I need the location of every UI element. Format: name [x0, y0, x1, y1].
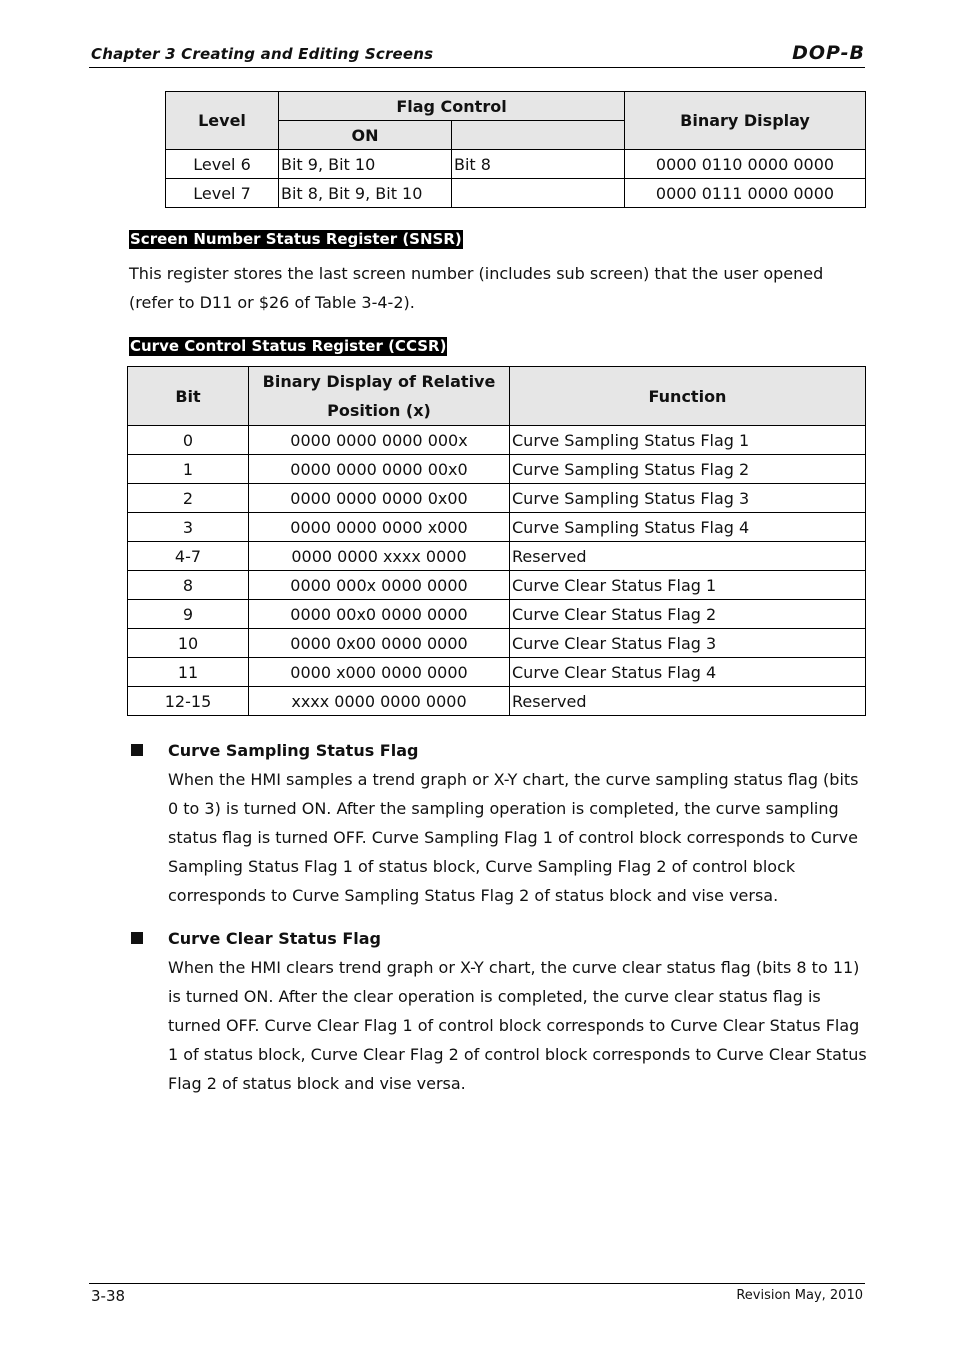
function-cell: Reserved: [510, 542, 866, 571]
level-cell: Level 7: [166, 179, 279, 208]
page-number: 3-38: [91, 1287, 126, 1305]
binary-cell: 0000 0111 0000 0000: [625, 179, 866, 208]
on-cell: Bit 8, Bit 9, Bit 10: [279, 179, 452, 208]
function-cell: Curve Clear Status Flag 1: [510, 571, 866, 600]
bullet-title-clear: Curve Clear Status Flag: [168, 929, 381, 948]
table-row: [166, 179, 866, 208]
off-header: [452, 121, 625, 150]
bit-cell: 3: [128, 513, 249, 542]
binary-cell: 0000 0000 0000 00x0: [249, 455, 510, 484]
snsr-text: This register stores the last screen number (includes sub screen) that the user opened (refer to D11 or $26 of Table 3-4-2).: [129, 264, 824, 312]
square-bullet-icon: [131, 744, 143, 756]
off-cell: Bit 8: [452, 150, 625, 179]
binary-cell: 0000 0000 0000 000x: [249, 426, 510, 455]
table-row: [128, 658, 866, 687]
page-header: [89, 44, 865, 68]
flag-control-header: Flag Control: [279, 92, 625, 121]
bit-cell: 8: [128, 571, 249, 600]
binary-position-header: Binary Display of Relative Position (x): [249, 367, 510, 426]
table-row: [166, 150, 866, 179]
function-cell: Curve Sampling Status Flag 2: [510, 455, 866, 484]
table-row: [128, 600, 866, 629]
on-header: ON: [279, 121, 452, 150]
ccsr-title: Curve Control Status Register (CCSR): [130, 337, 447, 355]
binary-cell: 0000 0000 0000 0x00: [249, 484, 510, 513]
binary-cell: 0000 0x00 0000 0000: [249, 629, 510, 658]
bit-cell: 9: [128, 600, 249, 629]
bit-cell: 2: [128, 484, 249, 513]
binary-cell: 0000 000x 0000 0000: [249, 571, 510, 600]
bit-cell: 0: [128, 426, 249, 455]
bit-cell: 1: [128, 455, 249, 484]
binary-cell: 0000 x000 0000 0000: [249, 658, 510, 687]
binary-display-header: Binary Display: [625, 92, 866, 150]
square-bullet-icon: [131, 932, 143, 944]
bit-cell: 10: [128, 629, 249, 658]
brand-logo: DOP-B: [792, 42, 865, 64]
bit-cell: 4-7: [128, 542, 249, 571]
table-row: [128, 426, 866, 455]
bullet-text-sampling: When the HMI samples a trend graph or X-Y chart, the curve sampling status flag (bits 0 to 3) is turned ON. After the sampling operation is completed, the curve sampling status flag is turned OFF. Curve Sampling Flag 1 of control block corresponds to Curve Sampling Status Flag 1 of status block, Curve Sampling Flag 2 of control block corresponds to Curve Sampling Status Flag 2 of status block and vise versa.: [168, 770, 859, 905]
level-table: [165, 91, 866, 208]
revision-date: Revision May, 2010: [736, 1288, 863, 1303]
function-cell: Curve Clear Status Flag 2: [510, 600, 866, 629]
table-row: [128, 687, 866, 716]
bullet-text-clear: When the HMI clears trend graph or X-Y chart, the curve clear status flag (bits 8 to 11) is turned ON. After the clear operation is completed, the curve clear status flag is turned OFF. Curve Clear Flag 1 of control block corresponds to Curve Clear Status Flag 1 of status block, Curve Clear Flag 2 of control block corresponds to Curve Clear Status Flag 2 of status block and vise versa.: [168, 958, 867, 1093]
bit-header: Bit: [128, 367, 249, 426]
off-cell: [452, 179, 625, 208]
binary-cell: 0000 00x0 0000 0000: [249, 600, 510, 629]
table-row: [128, 571, 866, 600]
binary-cell: 0000 0000 xxxx 0000: [249, 542, 510, 571]
function-cell: Curve Sampling Status Flag 3: [510, 484, 866, 513]
table-row: [128, 629, 866, 658]
table-row: [128, 513, 866, 542]
bullet-title-sampling: Curve Sampling Status Flag: [168, 741, 419, 760]
on-cell: Bit 9, Bit 10: [279, 150, 452, 179]
binary-cell: 0000 0110 0000 0000: [625, 150, 866, 179]
function-cell: Reserved: [510, 687, 866, 716]
table-row: [128, 542, 866, 571]
function-cell: Curve Sampling Status Flag 1: [510, 426, 866, 455]
table-row: [128, 455, 866, 484]
ccsr-table: [127, 366, 866, 716]
level-cell: Level 6: [166, 150, 279, 179]
binary-cell: xxxx 0000 0000 0000: [249, 687, 510, 716]
binary-cell: 0000 0000 0000 x000: [249, 513, 510, 542]
chapter-title: Chapter 3 Creating and Editing Screens: [91, 45, 434, 63]
function-cell: Curve Clear Status Flag 3: [510, 629, 866, 658]
bit-cell: 11: [128, 658, 249, 687]
table-row: [128, 484, 866, 513]
bit-cell: 12-15: [128, 687, 249, 716]
function-cell: Curve Clear Status Flag 4: [510, 658, 866, 687]
level-header: Level: [166, 92, 279, 150]
function-cell: Curve Sampling Status Flag 4: [510, 513, 866, 542]
snsr-title: Screen Number Status Register (SNSR): [130, 230, 462, 248]
page-footer: [89, 1283, 865, 1305]
function-header: Function: [510, 367, 866, 426]
